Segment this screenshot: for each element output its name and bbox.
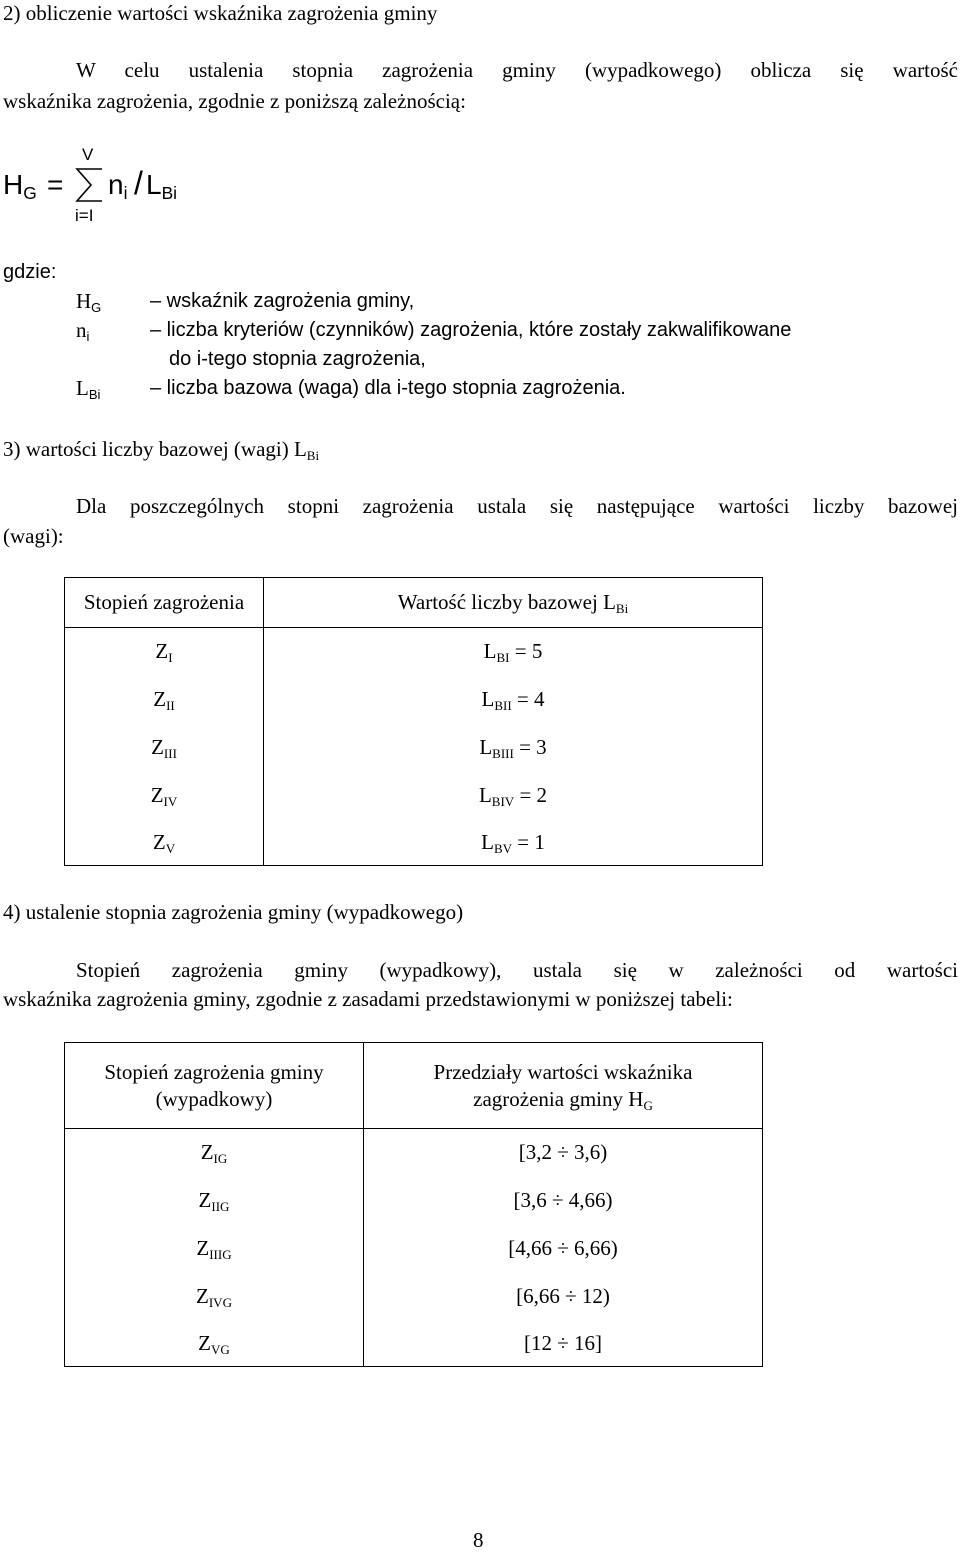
section-4-paragraph-line2: wskaźnika zagrożenia gminy, zgodnie z zasadami przedstawionymi w poniższej tabeli: xyxy=(3,987,733,1011)
table-cell: $L_{BV} = 1$ xyxy=(264,820,763,866)
table-cell: [3,2 ÷ 3,6) xyxy=(364,1129,763,1177)
legend-symbol-lbi: $L_{Bi}$ xyxy=(76,376,101,402)
section-2-heading: 2) obliczenie wartości wskaźnika zagrożenia gminy xyxy=(3,1,438,25)
table-cell: $Z_{IIIG}$ xyxy=(65,1225,364,1273)
table-cell: $Z_{II}$ xyxy=(65,676,264,724)
table-row xyxy=(65,1225,763,1273)
table-header-cell: Stopień zagrożenia gminy (wypadkowy) xyxy=(65,1043,364,1129)
table-row xyxy=(65,1321,763,1367)
legend-desc-hg: – wskaźnik zagrożenia gminy, xyxy=(150,290,415,312)
summation-icon xyxy=(74,166,106,204)
section-4-paragraph-line1: Stopień zagrożenia gminy (wypadkowy), ustala się w zależności od wartości xyxy=(76,958,958,982)
formula-sum-lower: i=I xyxy=(75,206,94,225)
formula-lbi: $L_{Bi}$ xyxy=(146,169,178,204)
table-cell: $L_{BIII} = 3$ xyxy=(264,724,763,772)
threat-degree-table xyxy=(64,1042,763,1367)
section-2-paragraph-line2: wskaźnika zagrożenia, zgodnie z poniższą zależnością: xyxy=(3,89,466,113)
table-row xyxy=(65,1273,763,1321)
table-cell: $Z_V$ xyxy=(65,820,264,866)
table-row xyxy=(65,772,763,820)
table-row xyxy=(65,1129,763,1177)
table-cell: $L_{BI} = 5$ xyxy=(264,628,763,676)
table-cell: [4,66 ÷ 6,66) xyxy=(364,1225,763,1273)
table-header-row xyxy=(65,1043,763,1129)
table-cell: $Z_{IV}$ xyxy=(65,772,264,820)
section-3-paragraph-line2: (wagi): xyxy=(3,524,64,548)
legend-desc-ni-line1: – liczba kryteriów (czynników) zagrożenia, które zostały zakwalifikowane xyxy=(150,319,792,341)
table-row xyxy=(65,676,763,724)
formula-slash: / xyxy=(134,165,143,201)
section-2-paragraph-line1: W celu ustalenia stopnia zagrożenia gminy (wypadkowego) oblicza się wartość xyxy=(76,58,958,82)
table-row xyxy=(65,1177,763,1225)
section-4-heading: 4) ustalenie stopnia zagrożenia gminy (wypadkowego) xyxy=(3,900,464,924)
table-cell: $Z_{IG}$ xyxy=(65,1129,364,1177)
table-cell: $Z_{III}$ xyxy=(65,724,264,772)
legend-symbol-hg: $H_G$ xyxy=(76,289,102,315)
legend-symbol-ni: $n_i$ xyxy=(76,318,90,344)
section-3-paragraph-line1: Dla poszczególnych stopni zagrożenia ustala się następujące wartości liczby bazowej xyxy=(76,494,958,518)
table-row xyxy=(65,820,763,866)
table-header-row xyxy=(65,578,763,628)
formula-ni: $n_i$ xyxy=(108,169,128,204)
table-row xyxy=(65,724,763,772)
table-cell: $L_{BII} = 4$ xyxy=(264,676,763,724)
base-value-table xyxy=(64,577,763,866)
formula-lhs: $H_G$ xyxy=(3,169,37,204)
table-cell: $L_{BIV} = 2$ xyxy=(264,772,763,820)
table-cell: $Z_{IIG}$ xyxy=(65,1177,364,1225)
formula-equals: = xyxy=(47,169,64,200)
table-row xyxy=(65,628,763,676)
table-header-cell: Stopień zagrożenia xyxy=(65,578,264,628)
table-header-cell: Przedziały wartości wskaźnika zagrożenia gminy $H_G$ xyxy=(364,1043,763,1129)
table-cell: $Z_{VG}$ xyxy=(65,1321,364,1367)
page-number: 8 xyxy=(473,1528,484,1552)
table-header-cell: Wartość liczby bazowej $L_{Bi}$ xyxy=(264,578,763,628)
section-3-heading: 3) wartości liczby bazowej (wagi) $L_{Bi}$ xyxy=(3,437,320,463)
table-cell: [3,6 ÷ 4,66) xyxy=(364,1177,763,1225)
legend-desc-ni-line2: do i-tego stopnia zagrożenia, xyxy=(169,348,426,370)
table-cell: [12 ÷ 16] xyxy=(364,1321,763,1367)
table-cell: $Z_{IVG}$ xyxy=(65,1273,364,1321)
table-cell: $Z_I$ xyxy=(65,628,264,676)
legend-desc-lbi: – liczba bazowa (waga) dla i-tego stopnia zagrożenia. xyxy=(150,377,626,399)
legend-intro: gdzie: xyxy=(3,261,57,283)
table-cell: [6,66 ÷ 12) xyxy=(364,1273,763,1321)
formula-sum-upper: V xyxy=(82,145,94,164)
